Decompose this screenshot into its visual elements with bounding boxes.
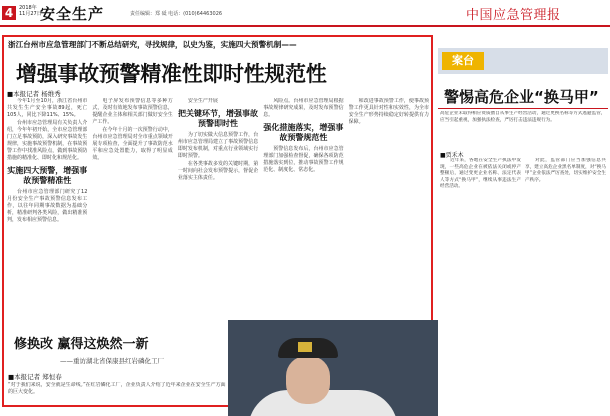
paragraph: 风险点。台州市应急管理局根据事故规律研究成果，及时发布预警信息。 xyxy=(263,98,344,118)
paragraph: 预警信息发布后，台州市应急管理部门加强检查督促，确保各项防范措施落实到位，推动事故预警工作规范化、制度化、常态化。 xyxy=(263,146,344,173)
newspaper-masthead: 中国应急管理报 xyxy=(466,8,561,23)
paragraph: 对此，监管部门应当加强信息共享，建立高危企业黑名单制度，对“换马甲”企业依法严厉查处，切实维护安全生产秩序。 xyxy=(525,158,606,183)
article-byline: ■本报记者 杨维秀 xyxy=(7,90,61,98)
sidebar-tag: 案台 xyxy=(442,52,484,70)
sidebar-body xyxy=(440,158,606,413)
article-subhead: 把关键环节，增强事故预警即时性 xyxy=(178,109,259,128)
header-rule xyxy=(0,25,610,27)
paragraph: 台州市应急管理部门研究了12月份安全生产事故预警信息发布工作，以往年同期事故数据为基础分析，精准研判各类风险，做出精准预判，发布相应预警信息。 xyxy=(7,189,88,223)
issue-date-day: 11月27日 xyxy=(19,11,42,17)
sidebar-column-2 xyxy=(525,158,606,413)
article-headline[interactable]: 增强事故预警精准性即时性规范性 xyxy=(16,62,327,86)
editor-info: 责任编辑：郑 砥 电话：(010)64463026 xyxy=(130,11,223,17)
paragraph: 在今年十月的一次预警行动中，台州市应急管理局对全市重点领域开展专项检查，全面提升了事故防范水平和应急处置能力，取得了明显成效。 xyxy=(92,127,173,161)
paragraph: 电子屏发布预警信息等多种方式，及时有效地发布事故预警信息，提醒企业主体和相关部门做好安全生产工作。 xyxy=(92,98,173,125)
sidebar-column-1 xyxy=(440,158,521,413)
police-officer-photo xyxy=(228,320,438,416)
article-subhead: 强化措施落实，增强事故预警规范性 xyxy=(263,123,344,142)
sidebar-headline[interactable]: 警惕高危企业“换马甲” xyxy=(444,88,599,106)
issue-date xyxy=(19,5,42,17)
paragraph: 台州市应急管理局有关负责人介绍，今年年初开始，全市应急管理部门立足事故预防，深入研究事故发生规律，实施事故预警机制，在事故预警工作中找准风险点，做到事故预防措施的精准化、即时化和规范化。 xyxy=(7,120,88,161)
paragraph: 安全生产开展 xyxy=(187,98,218,104)
paragraph: 为了切实做大信息预警工作，台州市应急管理局建立了事故预警信息即时发布机制，对重点行业领域实行即时预警。 xyxy=(177,132,259,159)
bottom-article-byline: ■本报记者 郑恒春 xyxy=(8,373,62,381)
sidebar-intro: 高危企业未取得相应资质擅自从事生产经营活动，通过更换名称等方式逃避监管，应当引起重视，加强执法检查，严厉打击违法违规行为。 xyxy=(440,111,606,123)
bottom-article-subtitle: ——重访湖北省保康县红岩磷化工厂 xyxy=(60,357,164,365)
paragraph: 和改进事故预警工作，使事故预警工作更具针对性和实效性，为全市安全生产形势持续稳定好转提供有力保障。 xyxy=(348,98,429,125)
badge-icon xyxy=(298,342,312,352)
bottom-article-body: “对于我们来说，安全就是生命线。”在红岩磷化工厂，企业负责人介绍了近年来企业在安全生产方面的巨大变化。 xyxy=(8,382,226,395)
article-kicker: 浙江台州市应急管理部门不断总结研究，寻找规律，以史为鉴，实施四大预警机制—— xyxy=(8,40,297,49)
paragraph: 今年1月至10月，浙江省台州市共发生生产安全事故89起，死亡105人，同比下降11%、15%。 xyxy=(7,98,88,118)
article-subhead: 实施四大预警，增强事故预警精准性 xyxy=(7,166,88,185)
photo-face xyxy=(286,356,330,404)
paragraph: 近年来，各地在安全生产执法中发现，一些高危企业在被依法关闭或停产整顿后，通过变更企业名称、法定代表人等方式“换马甲”，继续从事违法生产经营活动。 xyxy=(440,158,521,189)
page-number: 4 xyxy=(2,6,16,20)
sidebar-byline: ■贾禾木 xyxy=(440,152,464,159)
issue-date-year: 2018年 xyxy=(19,5,37,11)
bottom-article-headline[interactable]: 修换改 赢得这焕然一新 xyxy=(14,337,149,352)
section-title: 安全生产 xyxy=(40,5,105,23)
paragraph: 在各类事故多发的关键时期，第一时间向社会发布预警提示，督促企业落实主体责任。 xyxy=(177,161,259,181)
sidebar-rule xyxy=(438,108,608,109)
